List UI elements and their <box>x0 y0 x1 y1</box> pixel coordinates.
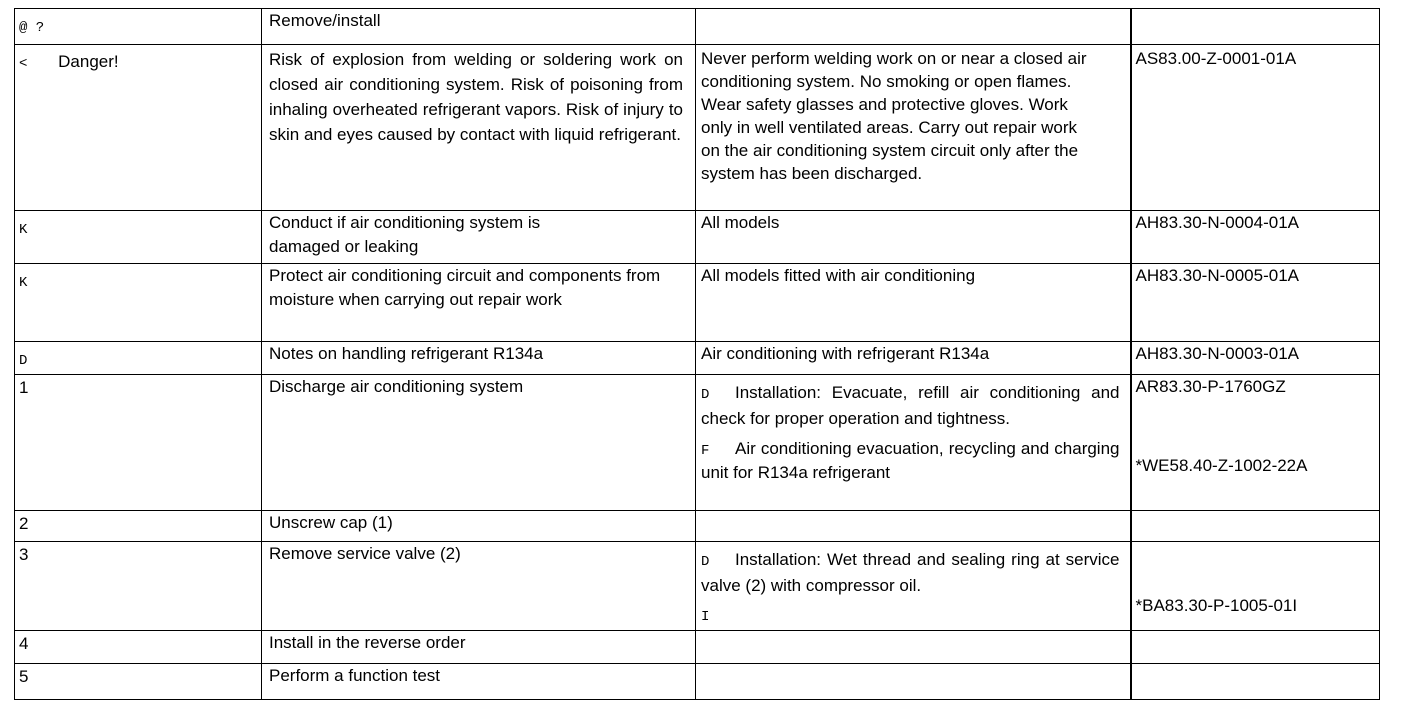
ref-cell <box>1131 9 1380 45</box>
symbol-cell <box>15 264 262 342</box>
table-row <box>15 9 1380 45</box>
installation-note <box>701 548 1120 597</box>
ref-cell <box>1131 211 1380 264</box>
ref-cell <box>1131 342 1380 375</box>
note-cell <box>696 664 1131 700</box>
step-text: Protect air conditioning circuit and components from moisture when carrying out repair work <box>269 266 661 309</box>
step-text: Remove service valve (2) <box>269 544 461 563</box>
symbol-cell <box>15 45 262 211</box>
step-number: 3 <box>19 545 29 564</box>
installation-icon: D <box>701 387 710 403</box>
ref-cell <box>1131 511 1380 542</box>
ref-cell <box>1131 45 1380 211</box>
text-cell <box>262 9 696 45</box>
tool-note <box>701 438 1120 484</box>
tool-icon: F <box>701 443 710 459</box>
danger-label: Danger! <box>58 52 119 71</box>
danger-note: Never perform welding work on or near a closed air conditioning system. No smoking or open flames. Wear safety glasses and protective gloves. Work only in well ventilated areas. Carry out repair work on the air conditioning system circuit only after the system has been discharged. <box>701 49 1087 183</box>
step-text: Discharge air conditioning system <box>269 377 524 396</box>
note-cell <box>696 264 1131 342</box>
table-row <box>15 631 1380 664</box>
note-text: Air conditioning with refrigerant R134a <box>701 344 990 363</box>
document-ref[interactable]: AR83.30-P-1760GZ <box>1135 377 1286 396</box>
installation-text: Installation: Evacuate, refill air conditioning and check for proper operation and tightness. <box>701 383 1120 428</box>
table-row <box>15 211 1380 264</box>
note-cell <box>696 9 1131 45</box>
ref-cell <box>1131 375 1380 511</box>
step-text: Install in the reverse order <box>269 633 466 652</box>
text-cell <box>262 664 696 700</box>
danger-text: Risk of explosion from welding or soldering work on closed air conditioning system. Risk of poisoning from inhaling overheated refrigerant vapors. Risk of injury to skin and eyes caused by contact with liquid refrigerant. <box>269 50 683 144</box>
document-ref[interactable]: AS83.00-Z-0001-01A <box>1135 49 1297 68</box>
note-cell <box>696 211 1131 264</box>
table-row <box>15 264 1380 342</box>
step-number: 4 <box>19 634 29 653</box>
step-number: 5 <box>19 667 29 686</box>
table-row <box>15 45 1380 211</box>
step-text: Conduct if air conditioning system is damaged or leaking <box>269 213 541 256</box>
symbol-cell <box>15 211 262 264</box>
ref-cell <box>1131 664 1380 700</box>
step-number-cell <box>15 631 262 664</box>
step-number-cell <box>15 511 262 542</box>
step-number: 2 <box>19 514 29 533</box>
installation-note <box>701 381 1120 431</box>
danger-icon: < <box>19 56 28 72</box>
text-cell <box>262 631 696 664</box>
step-text: Perform a function test <box>269 666 441 685</box>
text-cell <box>262 342 696 375</box>
remove-install-symbol: @ ? <box>19 20 45 36</box>
step-number-cell <box>15 664 262 700</box>
note-icon: D <box>19 353 28 369</box>
instruction-ref[interactable]: *BA83.30-P-1005-01I <box>1135 596 1298 615</box>
reference-icon: K <box>19 275 28 291</box>
table-row <box>15 542 1380 631</box>
step-number-cell <box>15 542 262 631</box>
note-cell <box>696 45 1131 211</box>
table-row <box>15 342 1380 375</box>
note-cell <box>696 375 1131 511</box>
document-ref[interactable]: AH83.30-N-0005-01A <box>1135 266 1299 285</box>
ref-cell <box>1131 542 1380 631</box>
symbol-cell <box>15 342 262 375</box>
step-number-cell <box>15 375 262 511</box>
text-cell <box>262 511 696 542</box>
document-ref[interactable]: AH83.30-N-0004-01A <box>1135 213 1299 232</box>
instruction-icon: I <box>701 609 710 625</box>
table-row <box>15 511 1380 542</box>
note-text: All models <box>701 213 780 232</box>
ref-cell <box>1131 631 1380 664</box>
procedure-sheet <box>14 8 1379 700</box>
step-text: Unscrew cap (1) <box>269 513 393 532</box>
symbol-cell <box>15 9 262 45</box>
tool-ref[interactable]: *WE58.40-Z-1002-22A <box>1135 456 1308 475</box>
table-row <box>15 375 1380 511</box>
tool-text: Air conditioning evacuation, recycling and charging unit for R134a refrigerant <box>701 439 1120 482</box>
note-text: All models fitted with air conditioning <box>701 266 976 285</box>
text-cell <box>262 45 696 211</box>
table-row <box>15 664 1380 700</box>
text-cell <box>262 375 696 511</box>
note-cell <box>696 511 1131 542</box>
ref-cell <box>1131 264 1380 342</box>
text-cell <box>262 264 696 342</box>
procedure-table <box>14 8 1380 700</box>
installation-icon: D <box>701 554 710 570</box>
note-cell <box>696 542 1131 631</box>
document-ref[interactable]: AH83.30-N-0003-01A <box>1135 344 1299 363</box>
note-cell <box>696 342 1131 375</box>
step-number: 1 <box>19 378 29 397</box>
text-cell <box>262 211 696 264</box>
installation-text: Installation: Wet thread and sealing ring at service valve (2) with compressor oil. <box>701 550 1120 595</box>
note-cell <box>696 631 1131 664</box>
step-text: Notes on handling refrigerant R134a <box>269 344 544 363</box>
section-title: Remove/install <box>269 11 381 30</box>
text-cell <box>262 542 696 631</box>
reference-icon: K <box>19 222 28 238</box>
instruction-note <box>701 603 1120 629</box>
